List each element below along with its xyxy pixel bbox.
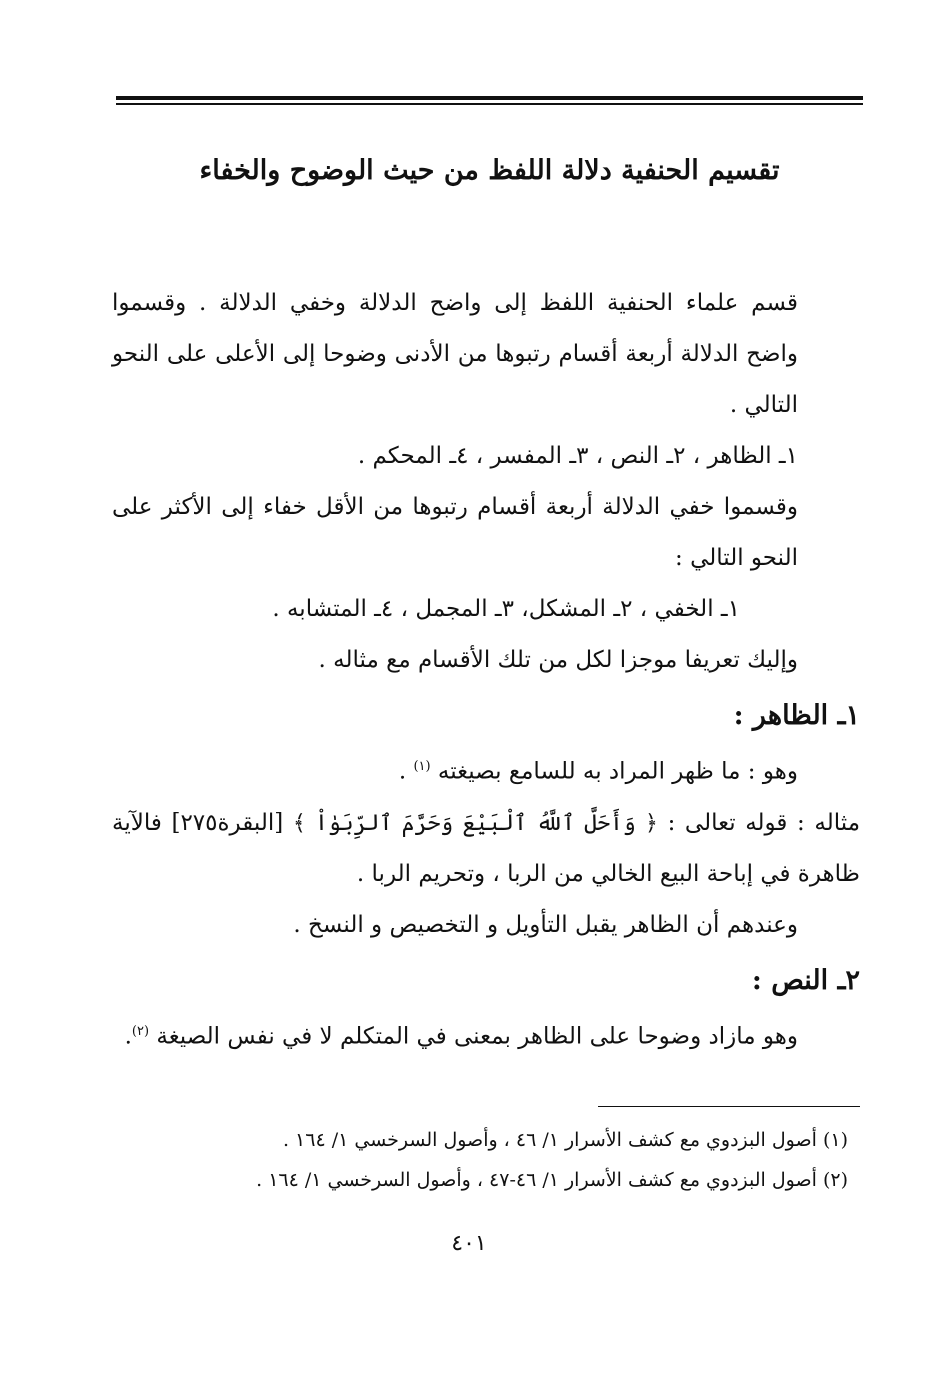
page-number: ٤٠١	[451, 1231, 487, 1256]
header-rule-thick	[116, 96, 863, 100]
nass-definition-text: وهو مازاد وضوحا على الظاهر بمعنى في المتكلم لا في نفس الصيغة	[156, 1023, 798, 1050]
header-rule-thin	[116, 103, 863, 105]
zahir-example	[112, 798, 860, 900]
footnote-ref-1: (١)	[413, 759, 431, 774]
clear-divisions-list: ١ـ الظاهر ، ٢ـ النص ، ٣ـ المفسر ، ٤ـ المحكم .	[357, 443, 798, 469]
zahir-definition	[112, 741, 860, 798]
section-heading-nass: ٢ـ النص :	[751, 964, 860, 996]
zahir-note: وعندهم أن الظاهر يقبل التأويل و التخصيص و النسخ .	[293, 911, 798, 938]
hidden-divisions-intro: وقسموا خفي الدلالة أربعة أقسام رتبوها من الأقل خفاء إلى الأكثر على النحو التالي :	[112, 494, 798, 571]
nass-definition	[112, 1006, 860, 1063]
page-title: تقسيم الحنفية دلالة اللفظ من حيث الوضوح والخفاء	[199, 155, 780, 186]
footnote-ref-2: (٢)	[131, 1023, 150, 1039]
zahir-example-prefix: مثاله : قوله تعالى :	[657, 809, 861, 836]
body-text	[112, 278, 860, 1062]
hidden-divisions-list: ١ـ الخفي ، ٢ـ المشكل، ٣ـ المجمل ، ٤ـ المتشابه .	[272, 596, 740, 622]
footnote-1: (١) أصول البزدوي مع كشف الأسرار ١/ ٤٦ ، وأصول السرخسي ١/ ١٦٤ .	[282, 1129, 848, 1151]
zahir-example-suffix: [البقرة٢٧٥] فالآية ظاهرة في إباحة البيع الخالي من الربا ، وتحريم الربا .	[112, 809, 860, 887]
footnote-2: (٢) أصول البزدوي مع كشف الأسرار ١/ ٤٦-٤٧ ، وأصول السرخسي ١/ ١٦٤ .	[256, 1169, 848, 1191]
zahir-definition-text: وهو : ما ظهر المراد به للسامع بصيغته	[437, 758, 798, 785]
quran-verse: ﴿ وَأَحَلَّ ٱللَّهُ ٱلْبَيْعَ وَحَرَّمَ ٱلرِّبَوٰاْ ﴾	[292, 810, 658, 836]
nass-definition-end: .	[124, 1023, 132, 1050]
transition-paragraph: وإليك تعريفا موجزا لكل من تلك الأقسام مع مثاله .	[318, 647, 798, 673]
intro-paragraph: قسم علماء الحنفية اللفظ إلى واضح الدلالة وخفي الدلالة . وقسموا واضح الدلالة أربعة أقسام رتبوها من الأدنى وضوحا إلى الأعلى على النحو التالي .	[112, 290, 798, 418]
footnote-separator	[598, 1106, 860, 1107]
footnotes	[116, 1120, 848, 1200]
section-heading-zahir: ١ـ الظاهر :	[733, 700, 860, 731]
zahir-definition-end: .	[398, 758, 414, 785]
